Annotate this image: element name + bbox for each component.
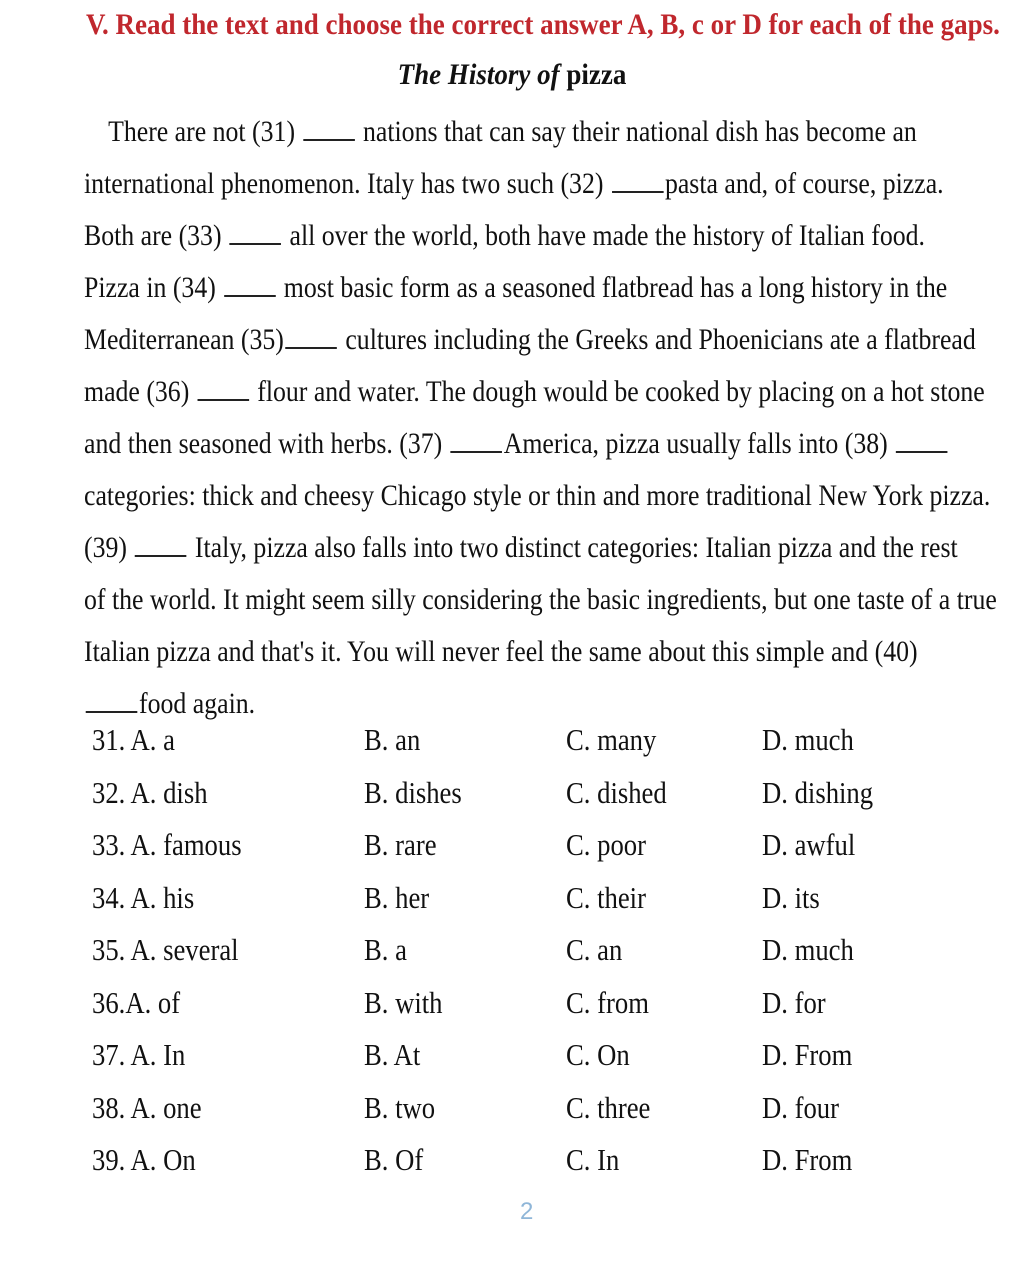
passage-line (84, 424, 895, 476)
option-c: C. three (566, 1089, 651, 1125)
answer-gap (86, 685, 138, 713)
option-d: D. dishing (762, 774, 874, 810)
passage-text-segment: international phenomenon. Italy has two such (32) (84, 167, 610, 200)
answer-gap (450, 425, 502, 453)
passage-title (51, 58, 973, 92)
option-d: D. From (762, 1037, 853, 1072)
passage-title-italic: The History of (397, 58, 560, 91)
question-row (92, 930, 972, 983)
answer-gap (135, 529, 187, 557)
option-b: B. a (364, 932, 407, 967)
passage-text-segment: food again. (139, 687, 256, 720)
passage-title-plain: pizza (566, 58, 627, 91)
passage-line (84, 476, 991, 528)
passage-text-segment: There are not (31) (108, 115, 302, 148)
passage-text-segment: pasta and, of course, pizza. (664, 167, 944, 200)
option-a: 39. A. On (92, 1142, 196, 1177)
option-d: D. its (762, 879, 820, 915)
question-row (92, 1088, 972, 1141)
passage-text-segment: categories: thick and cheesy Chicago style or thin and more traditional New York pizza. (84, 479, 991, 512)
passage-line (84, 372, 985, 424)
passage-text (84, 112, 997, 736)
answer-gap (303, 113, 355, 141)
passage-line (84, 632, 918, 684)
passage-text-segment: America, pizza usually falls into (38) (503, 427, 895, 460)
passage-text-segment: (39) (84, 531, 134, 564)
option-a: 31. A. a (92, 722, 175, 757)
option-c: C. poor (566, 827, 646, 862)
option-a: 38. A. one (92, 1089, 202, 1125)
option-a: 37. A. In (92, 1037, 186, 1072)
question-row (92, 878, 972, 931)
passage-text-segment: Italian pizza and that's it. You will never feel the same about this simple and (40) (84, 635, 918, 668)
passage-line (84, 164, 944, 216)
answer-gap (224, 269, 276, 297)
option-d: D. From (762, 1142, 853, 1177)
passage-text-segment: made (36) (84, 375, 196, 408)
option-b: B. Of (364, 1142, 424, 1177)
question-row (92, 773, 972, 826)
passage-text-segment: Both are (33) (84, 219, 229, 252)
option-d: D. much (762, 722, 854, 757)
option-b: B. two (364, 1089, 436, 1125)
option-b: B. rare (364, 827, 437, 862)
passage-line (84, 528, 958, 580)
question-row (92, 825, 972, 878)
answer-gap (286, 321, 338, 349)
answer-gap (230, 217, 282, 245)
passage-line (84, 216, 926, 268)
option-b: B. dishes (364, 774, 462, 810)
answer-options (92, 720, 972, 1193)
passage-line (84, 268, 948, 320)
option-c: C. many (566, 722, 657, 757)
passage-text-segment: Mediterranean (35) (84, 323, 284, 356)
option-d: D. awful (762, 827, 856, 862)
option-c: C. On (566, 1037, 630, 1072)
option-a: 33. A. famous (92, 827, 242, 862)
option-a: 36.A. of (92, 984, 181, 1020)
option-c: C. dished (566, 774, 667, 810)
option-a: 32. A. dish (92, 774, 208, 810)
passage-line (84, 580, 997, 632)
passage-line (84, 320, 976, 372)
question-row (92, 1035, 972, 1088)
page-number: 2 (520, 1198, 534, 1225)
passage-text-segment: cultures including the Greeks and Phoenicians ate a flatbread (338, 323, 976, 356)
option-d: D. much (762, 932, 854, 967)
question-row (92, 720, 972, 773)
question-row (92, 1140, 972, 1193)
passage-text-segment: and then seasoned with herbs. (37) (84, 427, 449, 460)
option-b: B. At (364, 1037, 421, 1072)
passage-text-segment: all over the world, both have made the history of Italian food. (283, 219, 926, 252)
passage-text-segment: Italy, pizza also falls into two distinct categories: Italian pizza and the rest (188, 531, 958, 564)
passage-text-segment: of the world. It might seem silly considering the basic ingredients, but one taste of a true (84, 583, 997, 616)
question-row (92, 983, 972, 1036)
answer-gap (896, 425, 948, 453)
option-d: D. four (762, 1089, 840, 1125)
option-b: B. her (364, 879, 430, 915)
option-c: C. an (566, 932, 623, 967)
answer-gap (197, 373, 249, 401)
option-b: B. with (364, 984, 443, 1020)
option-c: C. from (566, 984, 649, 1020)
option-c: C. In (566, 1142, 620, 1177)
option-b: B. an (364, 722, 421, 757)
exercise-heading: V. Read the text and choose the correct answer A, B, c or D for each of the gaps. (86, 8, 1000, 41)
passage-line (84, 112, 917, 164)
passage-text-segment: nations that can say their national dish has become an (356, 115, 917, 148)
passage-text-segment: Pizza in (34) (84, 271, 223, 304)
passage-text-segment: most basic form as a seasoned flatbread has a long history in the (277, 271, 948, 304)
passage-text-segment: flour and water. The dough would be cooked by placing on a hot stone (250, 375, 985, 408)
option-a: 34. A. his (92, 879, 195, 915)
option-c: C. their (566, 879, 646, 915)
option-a: 35. A. several (92, 932, 239, 967)
option-d: D. for (762, 984, 826, 1020)
answer-gap (612, 165, 664, 193)
